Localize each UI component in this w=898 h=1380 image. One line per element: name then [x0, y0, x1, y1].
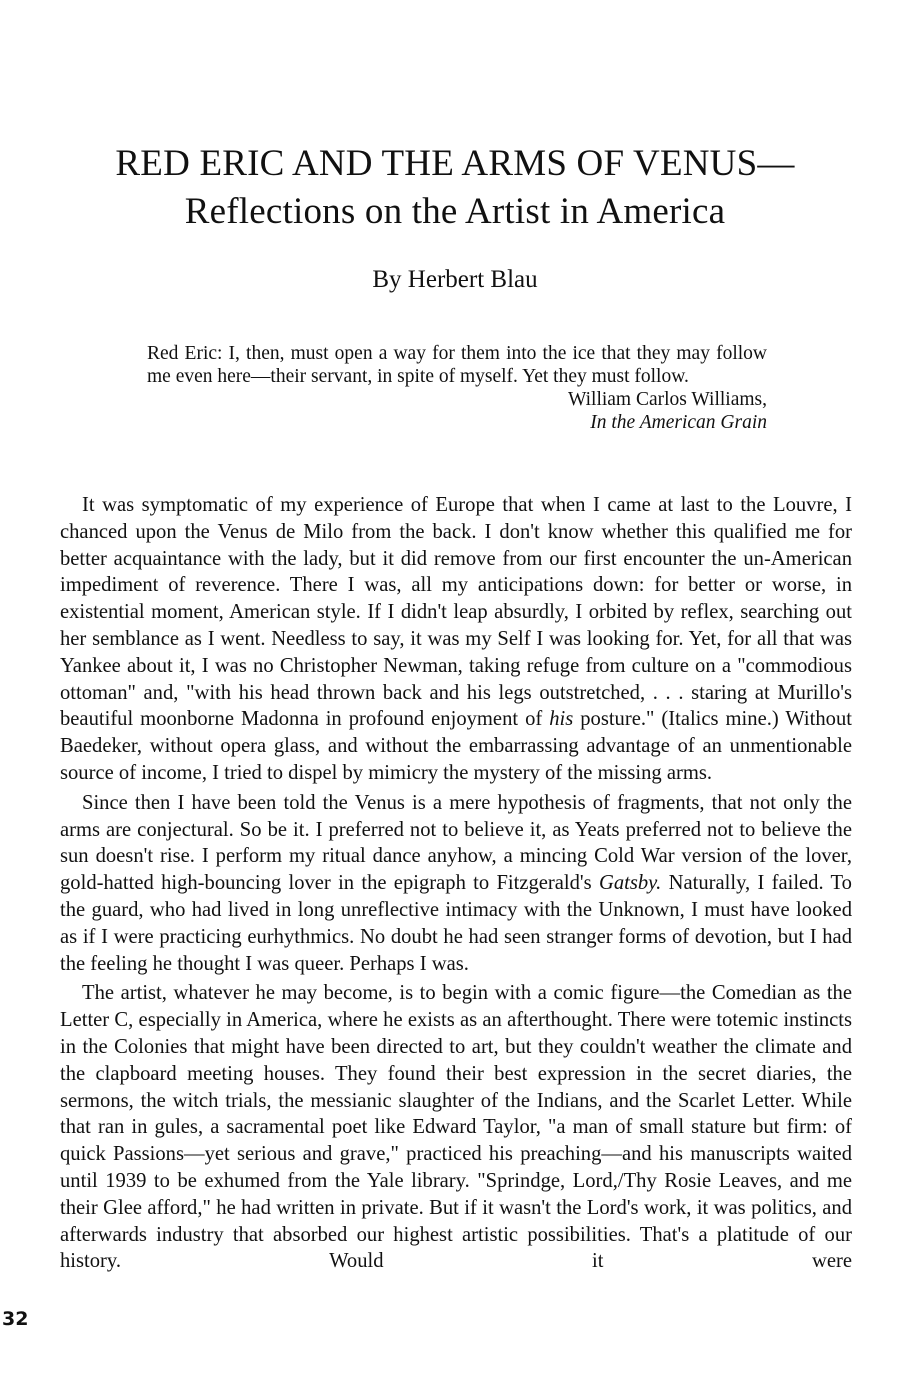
epigraph-source: In the American Grain — [590, 412, 767, 433]
epigraph-attribution — [147, 388, 767, 434]
page-number: 32 — [2, 1308, 29, 1330]
paragraph-text: The artist, whatever he may become, is to begin with a comic figure—the Comedian as the Letter C, especially in America, where he exists as an afterthought. There were totemic instincts in the Colonies that might have been directed to art, but they couldn't weather the climate and the clapboard meeting houses. They found their best expression in the secret diaries, the sermons, the witch trials, the messianic slaughter of the Indians, and the Scarlet Letter. While that ran in gules, a sacramental poet like Edward Taylor, "a man of small stature but firm: of quick Passions—yet serious and grave," practiced his preaching—and his manuscripts waited until 1939 to be exhumed from the Yale library. "Sprindge, Lord,/Thy Rosie Leaves, and me their Glee afford," he had written in private. But if it wasn't the Lord's work, it was politics, and afterwards industry that absorbed our highest artistic possibilities. That's a platitude of our history. Would it were — [60, 982, 852, 1273]
paragraph-text: It was symptomatic of my experience of Europe that when I came at last to the Louvre, I chanced upon the Venus de Milo from the back. I don't know whether this qualified me for better acquaintance with the lady, but it did remove from our first encounter the un-American impediment of reverence. There I was, all my anticipations down: for better or worse, in existential moment, American style. If I didn't leap absurdly, I orbited by reflex, searching out her semblance as I went. Needless to say, it was my Self I was looking for. Yet, for all that was Yankee about it, I was no Christopher Newman, taking refuge from culture on a "commodious ottoman" and, "with his head thrown back and his legs outstretched, . . . staring at Murillo's beautiful moonborne Madonna in profound enjoyment of — [60, 494, 852, 731]
author-byline: By Herbert Blau — [372, 266, 538, 293]
body-paragraph — [60, 492, 852, 787]
epigraph-author: William Carlos Williams, — [567, 389, 767, 410]
body-paragraph — [60, 790, 852, 978]
title-line-main: RED ERIC AND THE ARMS OF VENUS— — [115, 143, 795, 184]
article-title — [60, 140, 850, 236]
italic-title: Gatsby. — [598, 872, 662, 895]
title-line-subtitle: Reflections on the Artist in America — [184, 191, 726, 232]
epigraph-quote: Red Eric: I, then, must open a way for them into the ice that they may follow me even here—their servant, in spite of myself. Yet they must follow. — [147, 343, 767, 387]
paragraph-text: Naturally, I failed. To the guard, who had lived in long unreflective intimacy with the Unknown, I must have looked as if I were practicing eurhythmics. No doubt he had seen stranger forms of devotion, but I had the feeling he thought I was queer. Perhaps I was. — [60, 872, 852, 975]
italic-emphasis: his — [549, 708, 574, 731]
article-body — [60, 492, 852, 1278]
epigraph — [147, 342, 767, 434]
paragraph-text: posture." (Italics mine.) Without Baedeker, without opera glass, and without the embarrassing advantage of an unmentionable source of income, I tried to dispel by mimicry the mystery of the missing arms. — [60, 708, 852, 784]
body-paragraph — [60, 980, 852, 1275]
paragraph-text: Since then I have been told the Venus is a mere hypothesis of fragments, that not only the arms are conjectural. So be it. I preferred not to believe it, as Yeats preferred not to believe the sun doesn't rise. I perform my ritual dance anyhow, a mincing Cold War version of the lover, gold-hatted high-bouncing lover in the epigraph to Fitzgerald's — [60, 791, 852, 895]
